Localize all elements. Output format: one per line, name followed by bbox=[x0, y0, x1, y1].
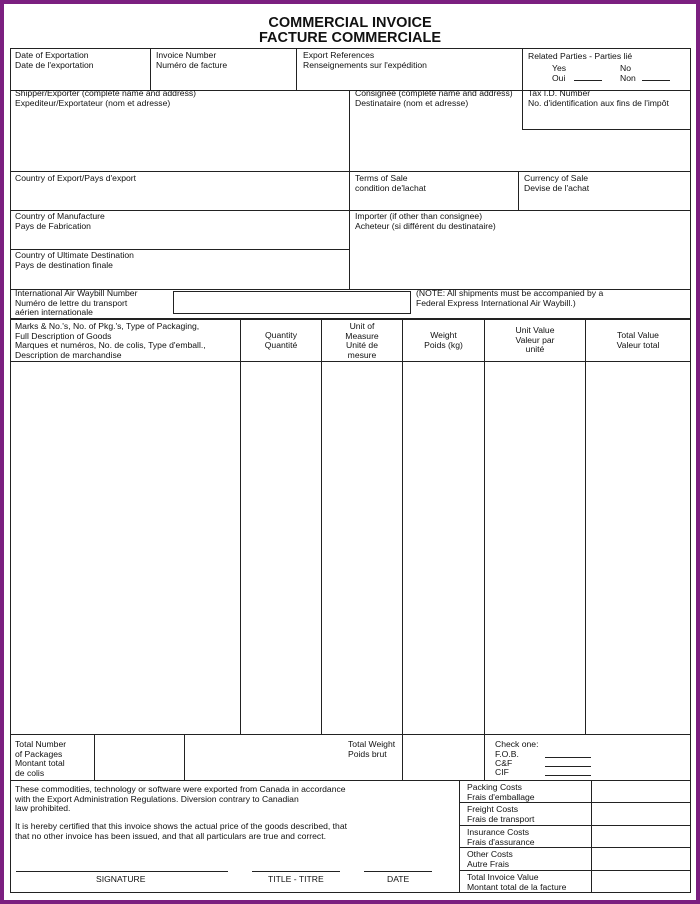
fob-blank[interactable] bbox=[545, 757, 591, 758]
export-compliance-text: These commodities, technology or software were exported from Canada in accordance with the Export Administration Regulations. Diversion contrary to Canadian law prohibited. bbox=[15, 784, 346, 814]
waybill-label: International Air Waybill Number Numéro de lettre du transport aérien internationale bbox=[15, 288, 138, 318]
total-packages-label: Total Number of Packages Montant total de colis bbox=[15, 739, 67, 778]
goods-line-items-area[interactable] bbox=[11, 362, 690, 734]
freight-costs-label: Freight Costs Frais de transport bbox=[467, 804, 535, 824]
consignee-label: Consignee (complete name and address) Destinataire (nom et adresse) bbox=[355, 88, 513, 108]
col-marks-header: Marks & No.'s, No. of Pkg.'s, Type of Packaging, Full Description of Goods Marques et numéros, No. de colis, Type d'emball., Description de marchandise bbox=[15, 321, 206, 360]
packing-costs-label: Packing Costs Frais d'emballage bbox=[467, 782, 535, 802]
col-quantity-header: Quantity Quantité bbox=[264, 330, 298, 350]
related-no-label: No Non bbox=[620, 63, 636, 83]
insurance-costs-label: Insurance Costs Frais d'assurance bbox=[467, 827, 535, 847]
date-line[interactable] bbox=[364, 871, 432, 872]
col-total-value-header: Total Value Valeur total bbox=[616, 330, 660, 350]
signature-line[interactable] bbox=[16, 871, 228, 872]
title-line[interactable] bbox=[252, 871, 340, 872]
terms-of-sale-label: Terms of Sale condition de'lachat bbox=[355, 173, 426, 193]
signature-label: SIGNATURE bbox=[96, 874, 146, 884]
related-no-blank[interactable] bbox=[642, 80, 670, 81]
certification-text: It is hereby certified that this invoice shows the actual price of the goods described, that that no other invoice has been issued, and that all particulars are true and correct. bbox=[15, 821, 347, 841]
col-unit-measure-header: Unit of Measure Unité de mesure bbox=[345, 321, 379, 360]
country-manufacture-label: Country of Manufacture Pays de Fabrication bbox=[15, 211, 105, 231]
invoice-sheet bbox=[4, 4, 696, 900]
related-parties-label: Related Parties - Parties lié bbox=[528, 51, 633, 61]
title-french: FACTURE COMMERCIALE bbox=[258, 30, 442, 46]
country-export-label: Country of Export/Pays d'export bbox=[15, 173, 137, 183]
related-yes-label: Yes Oui bbox=[552, 63, 567, 83]
check-one-label: Check one: bbox=[495, 739, 539, 749]
importer-label: Importer (if other than consignee) Acheteur (si différent du destinataire) bbox=[355, 211, 496, 231]
waybill-note: (NOTE: All shipments must be accompanied by a Federal Express International Air Waybill.) bbox=[416, 288, 604, 308]
date-exportation-label: Date of Exportation Date de l'exportation bbox=[15, 50, 94, 70]
col-weight-header: Weight Poids (kg) bbox=[424, 330, 463, 350]
cif-label: CIF bbox=[495, 767, 509, 777]
col-unit-value-header: Unit Value Valeur par unité bbox=[515, 325, 555, 355]
currency-label: Currency of Sale Devise de l'achat bbox=[524, 173, 590, 193]
shipper-label: Shipper/Exporter (complete name and address) Expediteur/Exportateur (nom et adresse) bbox=[15, 88, 197, 108]
cf-label: C&F bbox=[495, 758, 513, 768]
cf-blank[interactable] bbox=[545, 766, 591, 767]
fob-label: F.O.B. bbox=[495, 749, 519, 759]
tax-id-label: Tax I.D. Number No. d'identification aux fins de l'impôt bbox=[528, 88, 669, 108]
date-label: DATE bbox=[387, 874, 410, 884]
waybill-number-field[interactable] bbox=[173, 291, 411, 314]
cif-blank[interactable] bbox=[545, 775, 591, 776]
other-costs-label: Other Costs Autre Frais bbox=[467, 849, 513, 869]
invoice-title bbox=[12, 16, 688, 46]
title-label: TITLE - TITRE bbox=[268, 874, 324, 884]
related-yes-blank[interactable] bbox=[574, 80, 602, 81]
total-invoice-value-label: Total Invoice Value Montant total de la facture bbox=[467, 872, 567, 892]
destination-label: Country of Ultimate Destination Pays de destination finale bbox=[15, 250, 134, 270]
export-references-label: Export References Renseignements sur l'expédition bbox=[303, 50, 427, 70]
total-weight-label: Total Weight Poids brut bbox=[348, 739, 396, 759]
title-english: COMMERCIAL INVOICE bbox=[268, 15, 432, 31]
invoice-number-label: Invoice Number Numéro de facture bbox=[156, 50, 228, 70]
